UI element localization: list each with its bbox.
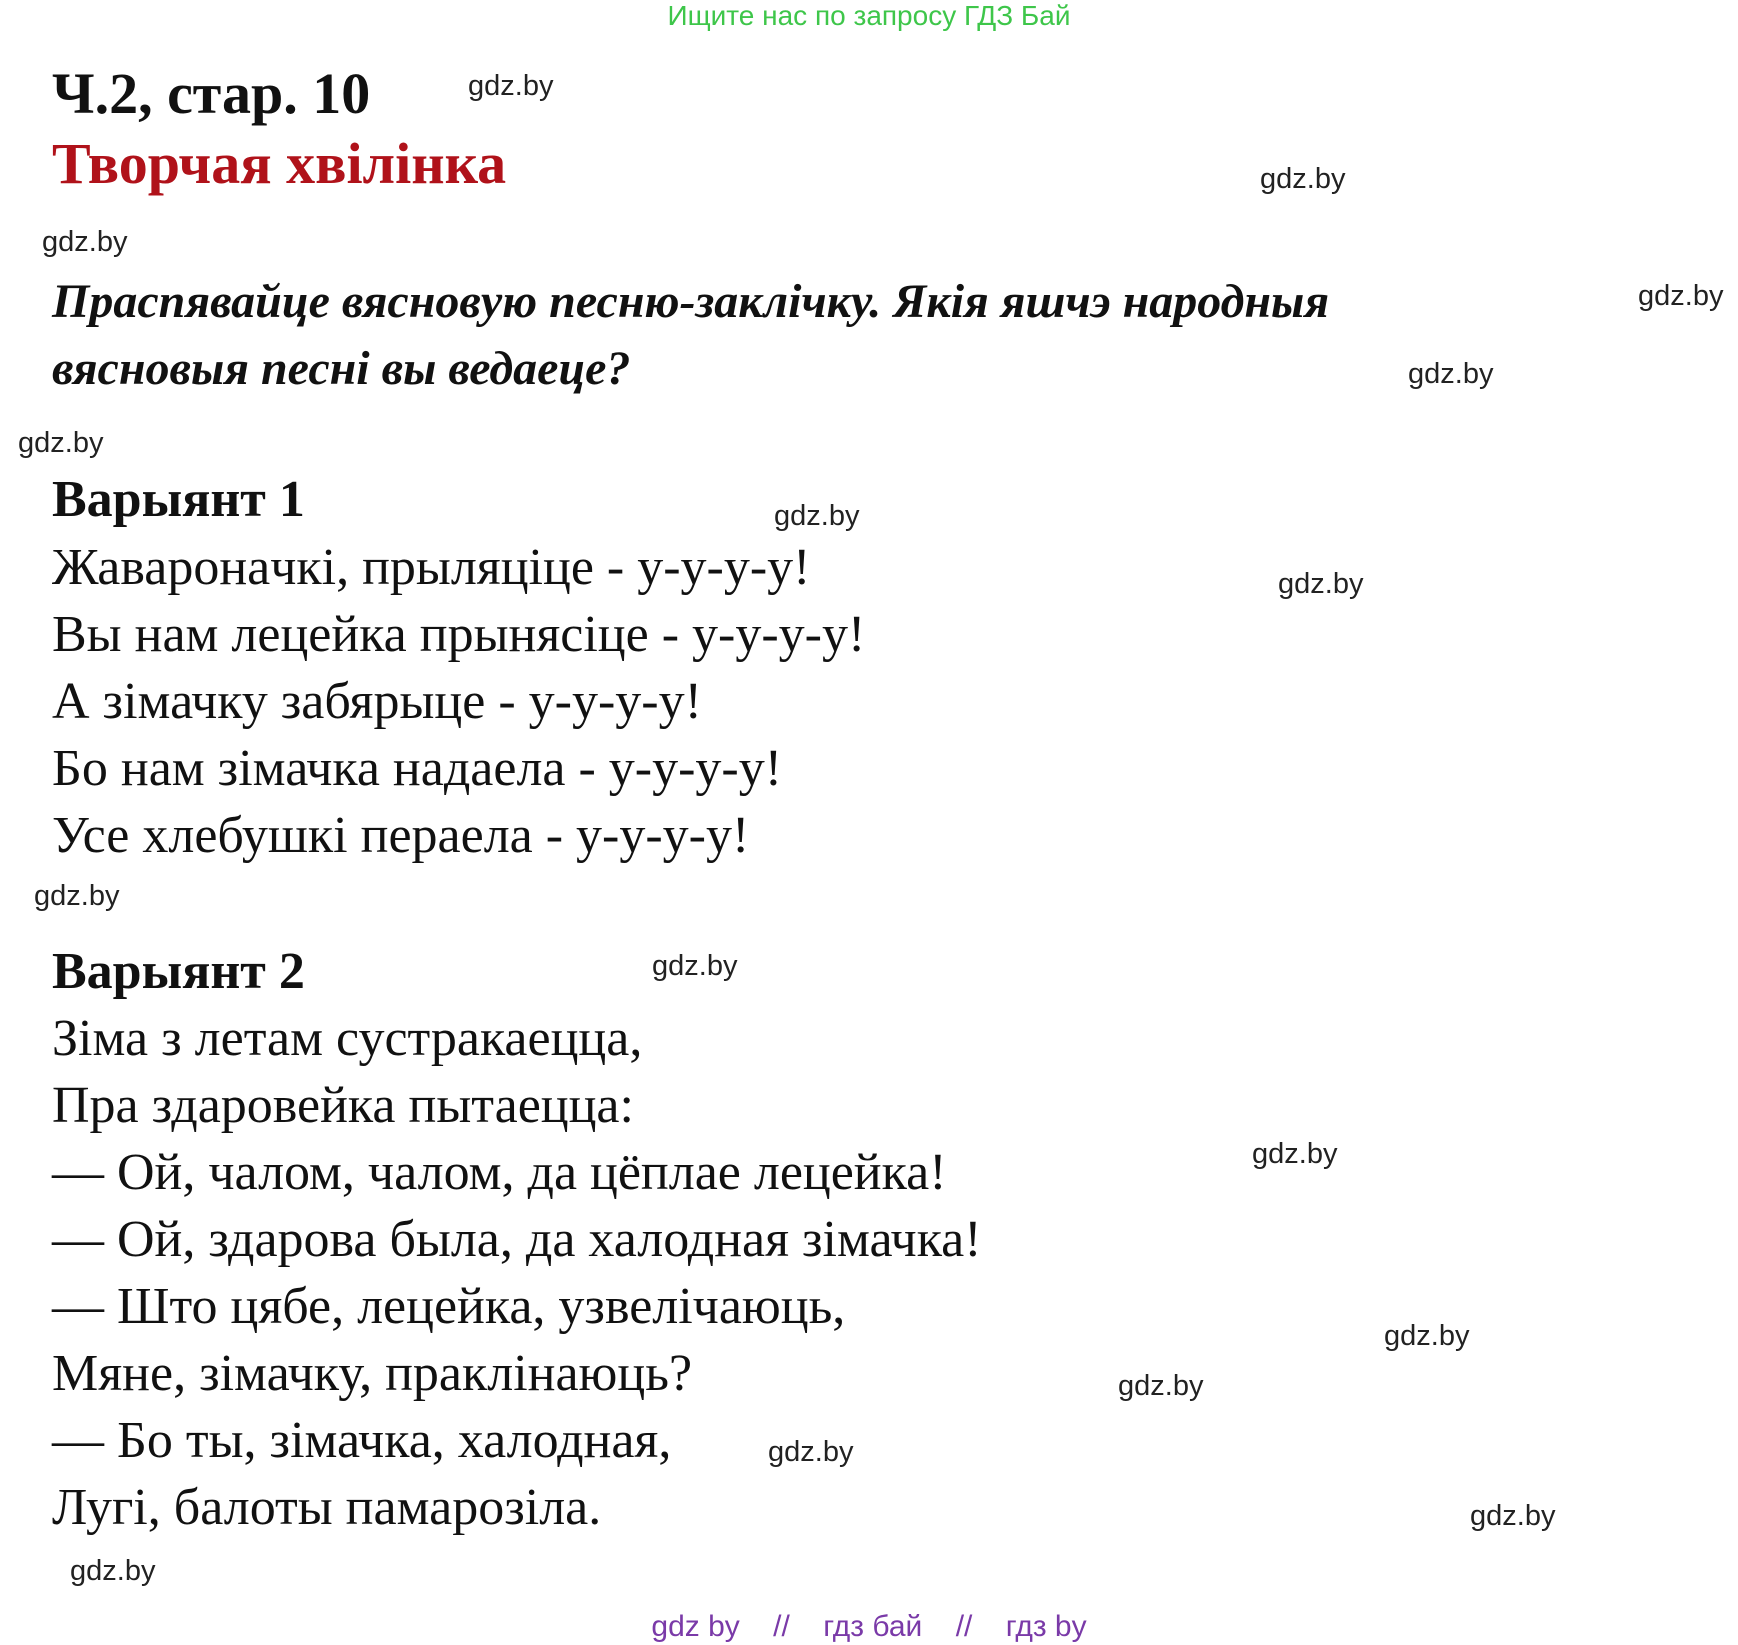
watermark: gdz.by xyxy=(34,880,120,912)
footer-separator: // xyxy=(955,1610,973,1643)
variant-2-line: Зіма з летам сустракаецца, xyxy=(52,1010,643,1067)
variant-2-line: — Ой, чалом, чалом, да цёплае лецейка! xyxy=(52,1144,947,1201)
variant-1-heading: Варыянт 1 xyxy=(52,471,305,528)
watermark: gdz.by xyxy=(652,950,738,982)
variant-2-heading: Варыянт 2 xyxy=(52,943,305,1000)
watermark: gdz.by xyxy=(1260,163,1346,195)
watermark: gdz.by xyxy=(468,70,554,102)
watermark: gdz.by xyxy=(1384,1320,1470,1352)
variant-2-line: Мяне, зімачку, праклінаюць? xyxy=(52,1345,693,1402)
watermark: gdz.by xyxy=(1408,358,1494,390)
variant-1-line: Бо нам зімачка надаела - у-у-у-у! xyxy=(52,740,783,797)
footer-links xyxy=(0,1610,1738,1644)
variant-2-line: Лугі, балоты памарозіла. xyxy=(52,1479,602,1536)
task-text xyxy=(52,268,1329,402)
watermark: gdz.by xyxy=(768,1436,854,1468)
watermark: gdz.by xyxy=(1252,1138,1338,1170)
variant-2-line: — Што цябе, лецейка, узвелічаюць, xyxy=(52,1278,846,1335)
watermark: gdz.by xyxy=(1278,568,1364,600)
variant-2-line: — Ой, здарова была, да халодная зімачка! xyxy=(52,1211,982,1268)
watermark: gdz.by xyxy=(70,1555,156,1587)
footer-link-gdz-bai[interactable]: гдз бай xyxy=(823,1610,923,1643)
watermark: gdz.by xyxy=(1118,1370,1204,1402)
variant-2-line: Пра здаровейка пытаецца: xyxy=(52,1077,634,1134)
page-reference: Ч.2, стар. 10 xyxy=(52,61,371,126)
watermark: gdz.by xyxy=(42,226,128,258)
variant-2-line: — Бо ты, зімачка, халодная, xyxy=(52,1412,672,1469)
variant-1-line: Жаваронaчкі, прыляціце - у-у-у-у! xyxy=(52,539,811,596)
watermark: gdz.by xyxy=(18,427,104,459)
variant-1-line: А зімачку забярыце - у-у-у-у! xyxy=(52,673,702,730)
watermark: gdz.by xyxy=(1638,280,1724,312)
promo-banner[interactable]: Ищите нас по запросу ГДЗ Бай xyxy=(667,0,1071,31)
footer-separator: // xyxy=(773,1610,790,1643)
footer-link-gdz-by-cyr[interactable]: гдз by xyxy=(1005,1610,1087,1643)
footer-link-gdz-by[interactable]: gdz by xyxy=(651,1610,740,1643)
variant-1-line: Усе хлебушкі пераела - у-у-у-у! xyxy=(52,807,750,864)
task-line-2: вясновыя песні вы ведаеце? xyxy=(52,342,631,395)
section-title: Творчая хвілінка xyxy=(52,131,507,196)
variant-1-line: Вы нам лецейка прынясіце - у-у-у-у! xyxy=(52,606,866,663)
task-line-1: Праспявайце вясновую песню-заклічку. Якія яшчэ народныя xyxy=(52,275,1330,328)
watermark: gdz.by xyxy=(774,500,860,532)
watermark: gdz.by xyxy=(1470,1500,1556,1532)
